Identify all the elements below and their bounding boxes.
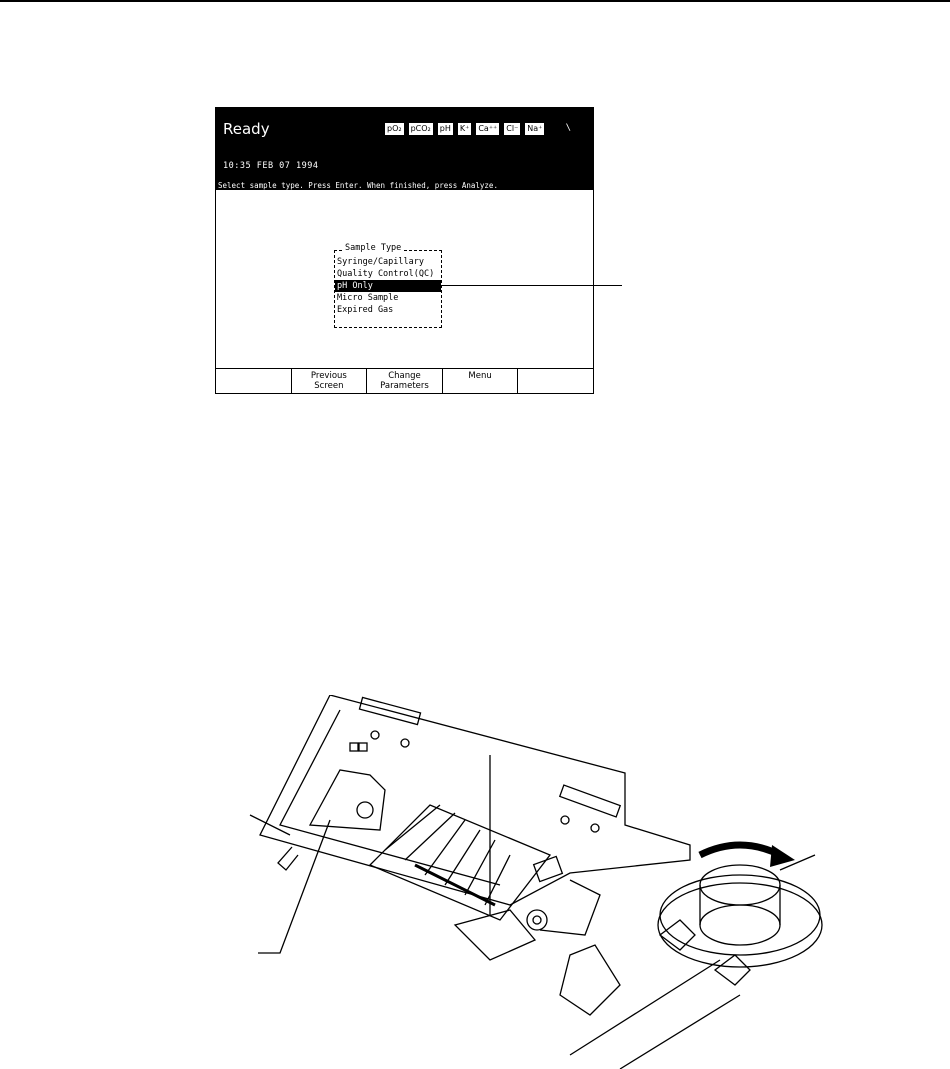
param-po2[interactable]: pO₂ (384, 122, 405, 136)
prompt-bar: Select sample type. Press Enter. When finished, press Analyze. (218, 181, 498, 190)
sample-option-micro[interactable]: Micro Sample (337, 293, 399, 303)
status-bar (216, 108, 593, 190)
param-k[interactable]: K⁺ (457, 122, 472, 136)
clockwise-arrow-icon (770, 845, 795, 867)
status-title: Ready (223, 120, 270, 138)
param-na[interactable]: Na⁺ (524, 122, 545, 136)
page-rule (0, 0, 950, 2)
status-indicator: \ (565, 123, 571, 133)
softkey-2-line1: Previous (310, 371, 347, 381)
parameter-list (384, 122, 545, 136)
menu-button[interactable] (443, 369, 519, 393)
softkey-4-line1: Menu (468, 371, 492, 381)
param-cl[interactable]: Cl⁻ (503, 122, 521, 136)
sample-option-syringe[interactable]: Syringe/Capillary (337, 257, 424, 267)
status-clock: 10:35 FEB 07 1994 (223, 161, 319, 171)
sample-type-list (335, 256, 441, 316)
softkey-3-line2: Parameters (380, 381, 429, 391)
sample-option-expired-gas[interactable]: Expired Gas (337, 305, 394, 315)
softkey-2-line2: Screen (314, 381, 344, 391)
sample-option-qc[interactable]: Quality Control(QC) (337, 269, 435, 279)
change-parameters-button[interactable] (367, 369, 443, 393)
callout-line (442, 285, 622, 286)
sample-type-title: Sample Type (345, 243, 402, 253)
param-ca[interactable]: Ca⁺⁺ (475, 122, 500, 136)
param-pco2[interactable]: pCO₂ (408, 122, 434, 136)
param-ph[interactable]: pH (437, 122, 454, 136)
softkey-3-line1: Change (388, 371, 421, 381)
sample-port-diagram-icon (240, 695, 830, 1069)
previous-screen-button[interactable] (292, 369, 368, 393)
instrument-screen (215, 107, 594, 394)
softkey-1[interactable] (216, 369, 292, 393)
softkey-bar (216, 368, 593, 393)
softkey-5[interactable] (518, 369, 593, 393)
sample-option-ph-only[interactable]: pH Only (335, 280, 441, 292)
